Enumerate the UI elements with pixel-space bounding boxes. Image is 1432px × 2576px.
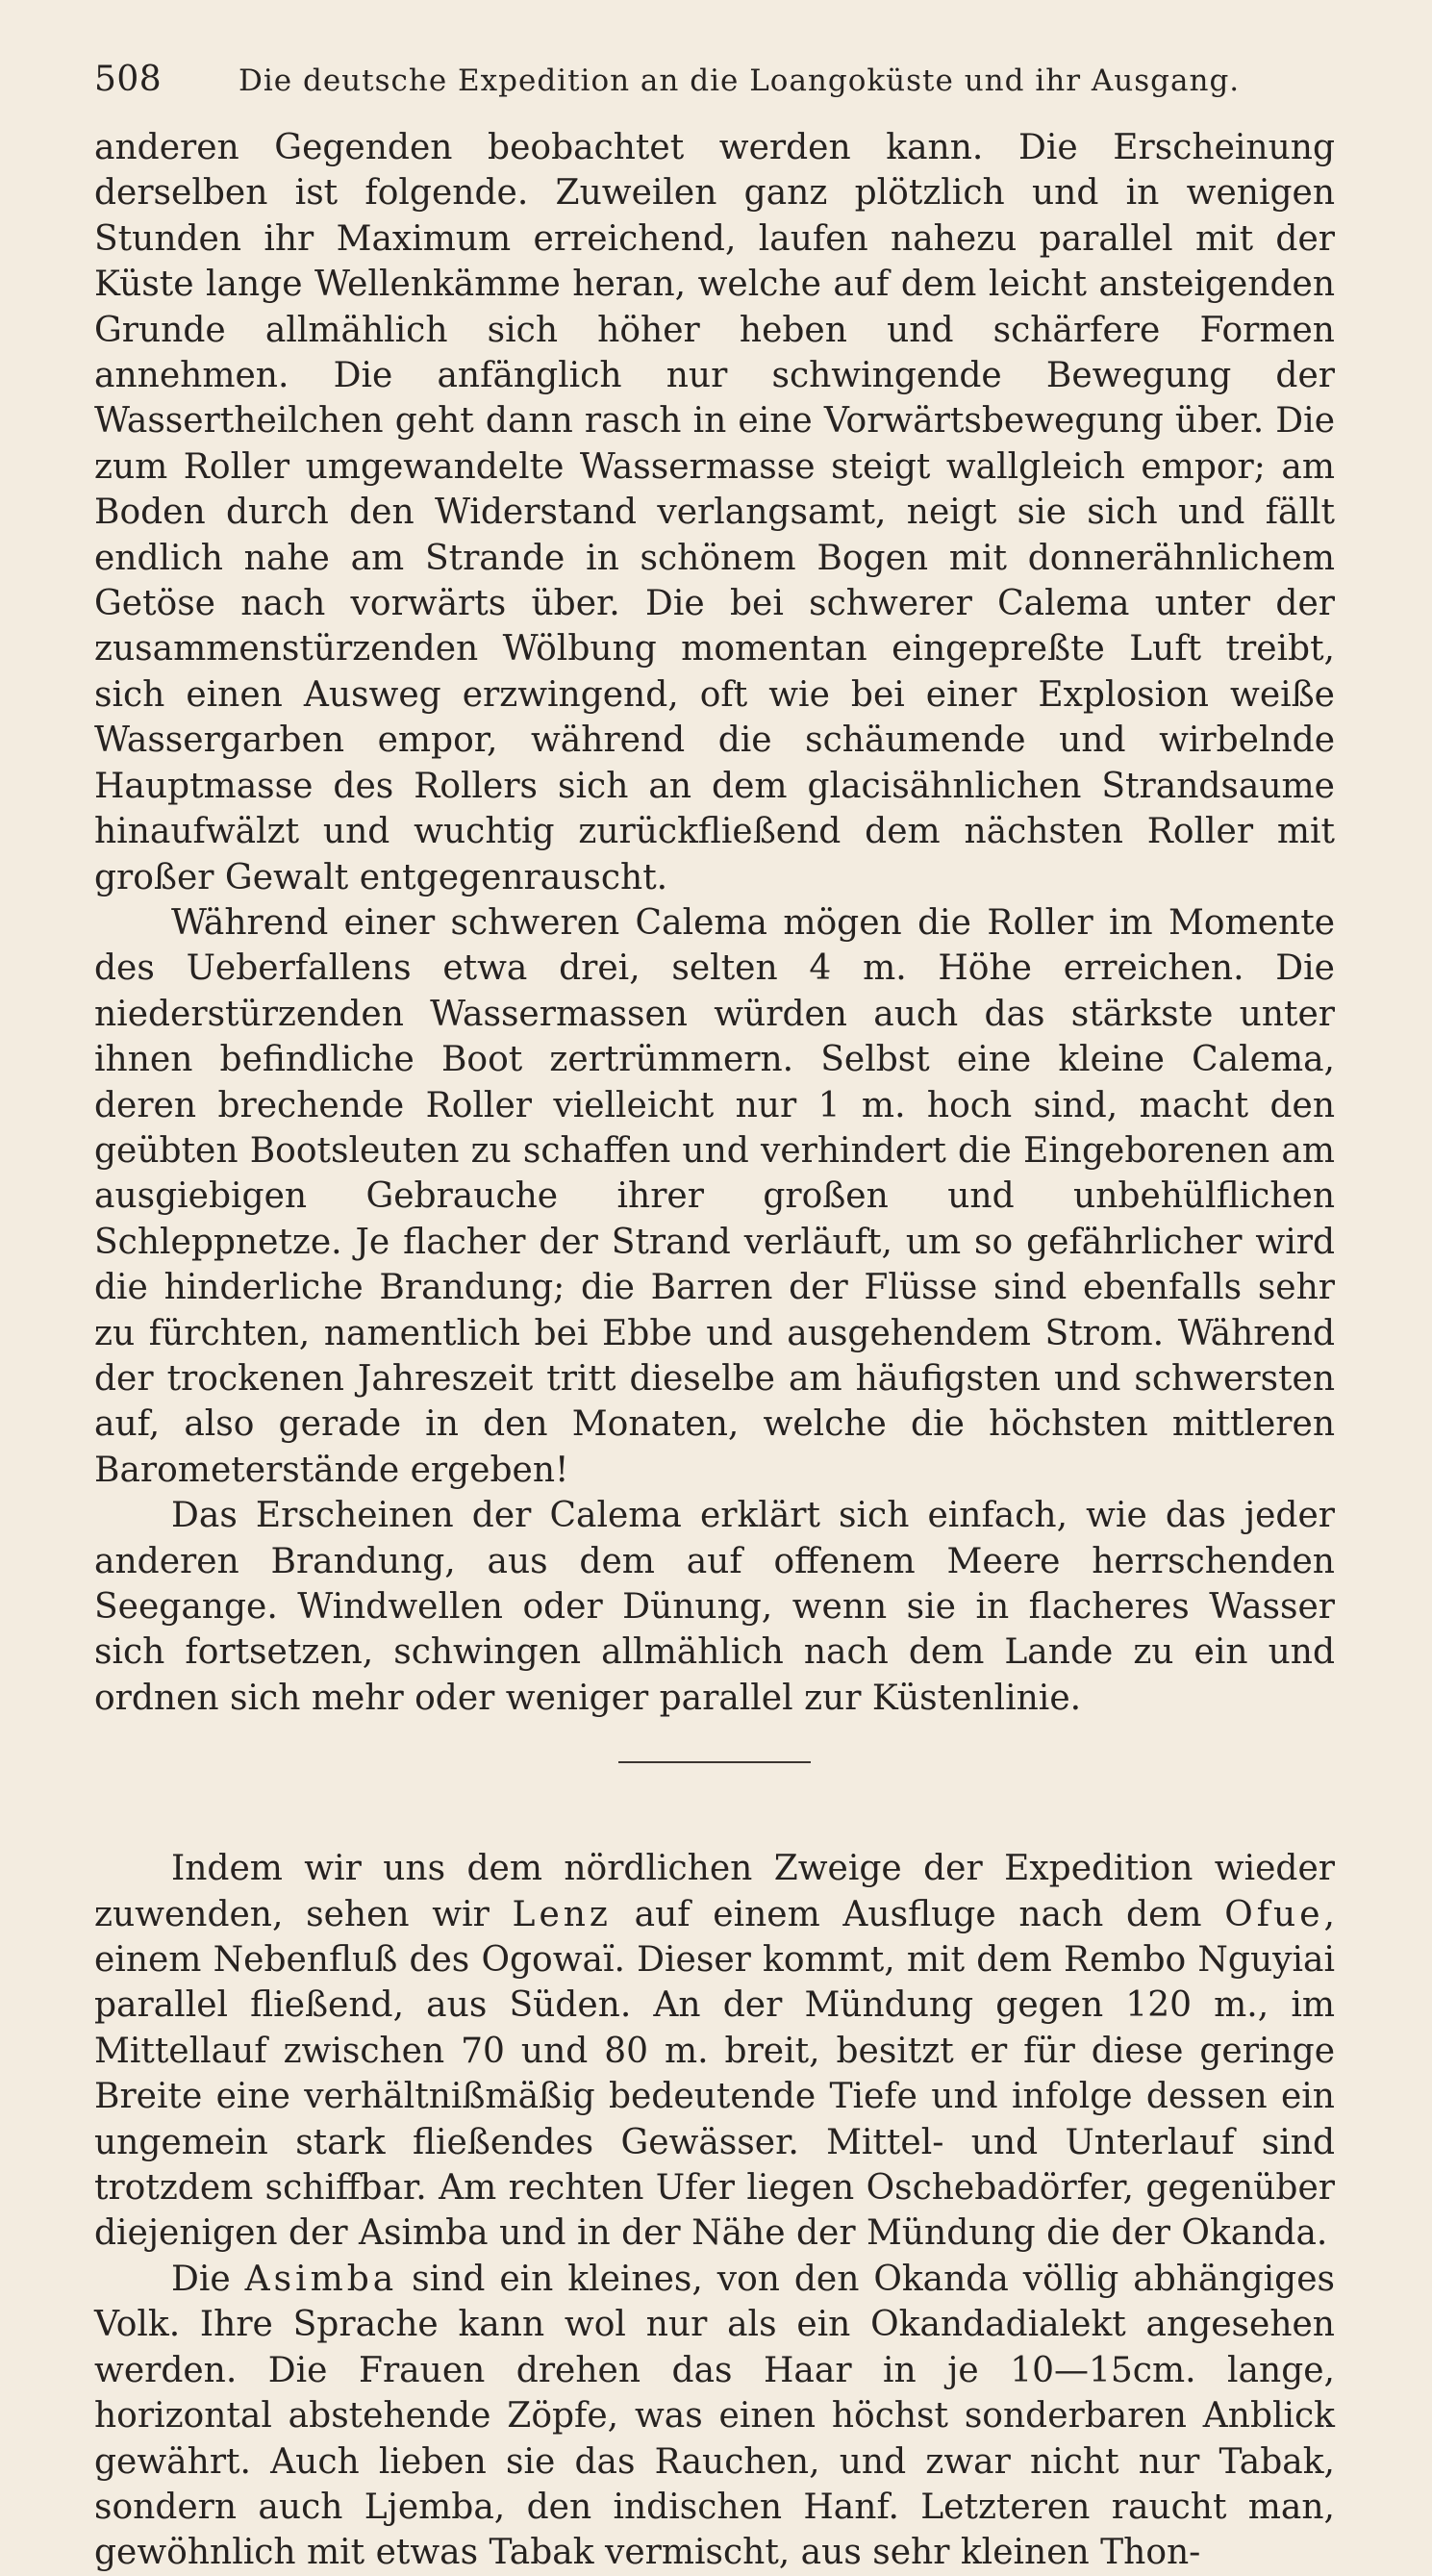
page-body (94, 125, 1335, 2576)
paragraph-lenz-excursion (94, 1846, 1335, 2257)
lenz-text-middle: auf einem Ausfluge nach dem (611, 1894, 1225, 1934)
paragraph-asimba-people (94, 2257, 1335, 2576)
running-title: Die deutsche Expedition an die Loangoküste und ihr Ausgang. (239, 63, 1241, 98)
book-page (94, 60, 1335, 2573)
ofue-river-name: Ofue (1224, 1894, 1324, 1934)
paragraph-calema-description: anderen Gegenden beobachtet werden kann. Die Erscheinung derselben ist folgende. Zuweilen ganz plötzlich und in wenigen Stunden ihr Maximum erreichend, laufen nahezu parallel mit der Küste lange Wellenkämme heran, welche auf dem leicht ansteigenden Grunde allmählich sich höher heben und schärfere Formen annehmen. Die anfänglich nur schwingende Bewegung der Wassertheilchen geht dann rasch in eine Vorwärtsbewegung über. Die zum Roller umgewandelte Wassermasse steigt wallgleich empor; am Boden durch den Widerstand verlangsamt, neigt sie sich und fällt endlich nahe am Strande in schönem Bogen mit donnerähnlichem Getöse nach vorwärts über. Die bei schwerer Calema unter der zusammenstürzenden Wölbung momentan eingepreßte Luft treibt, sich einen Ausweg erzwingend, oft wie bei einer Explosion weiße Wassergarben empor, während die schäumende und wirbelnde Hauptmasse des Rollers sich an dem glacisähnlichen Strandsaume hinaufwälzt und wuchtig zurückfließend dem nächsten Roller mit großer Gewalt entgegenrauscht. (94, 128, 1335, 897)
lenz-text-after: , einem Nebenfluß des Ogowaï. Dieser kommt, mit dem Rembo Nguyiai parallel fließend, aus Süden. An der Mündung gegen 120 m., im Mittellauf zwischen 70 und 80 m. breit, besitzt er für diese geringe Breite eine verhältnißmäßig bedeutende Tiefe und infolge dessen ein ungemein stark fließendes Gewässer. Mittel- und Unterlauf sind trotzdem schiffbar. Am rechten Ufer liegen Oschebadörfer, gegenüber diejenigen der Asimba und in der Nähe der Mündung die der Okanda. (94, 1894, 1335, 2254)
asimba-text-after: sind ein kleines, von den Okanda völlig abhängiges Volk. Ihre Sprache kann wol nur als ein Okandadialekt angesehen werden. Die Frauen drehen das Haar in je 10—15cm. lange, horizontal abstehende Zöpfe, was einen höchst sonderbaren Anblick gewährt. Auch lieben sie das Rauchen, und zwar nicht nur Tabak, sondern auch Ljemba, den indischen Hanf. Letzteren raucht man, gewöhnlich mit etwas Tabak vermischt, aus sehr kleinen Thon- (94, 2259, 1335, 2573)
section-divider (618, 1761, 811, 1763)
lenz-text-before: Indem wir uns dem nördlichen Zweige der Expedition wieder zuwenden, sehen wir (94, 1849, 1335, 1934)
paragraph-calema-heights: Während einer schweren Calema mögen die Roller im Momente des Ueberfallens etwa drei, selten 4 m. Höhe erreichen. Die niederstürzenden Wassermassen würden auch das stärkste unter ihnen befindliche Boot zertrümmern. Selbst eine kleine Calema, deren brechende Roller vielleicht nur 1 m. hoch sind, macht den geübten Bootsleuten zu schaffen und verhindert die Eingeborenen am ausgiebigen Gebrauche ihrer großen und unbehülflichen Schleppnetze. Je flacher der Strand verläuft, um so gefährlicher wird die hinderliche Brandung; die Barren der Flüsse sind ebenfalls sehr zu fürchten, namentlich bei Ebbe und ausgehendem Strom. Während der trockenen Jahreszeit tritt dieselbe am häufigsten und schwersten auf, also gerade in den Monaten, welche die höchsten mittleren Barometerstände ergeben! (94, 902, 1335, 1490)
paragraph-calema-origin: Das Erscheinen der Calema erklärt sich einfach, wie das jeder anderen Brandung, aus dem auf offenem Meere herrschenden Seegange. Windwellen oder Dünung, wenn sie in flacheres Wasser sich fortsetzen, schwingen allmählich nach dem Lande zu ein und ordnen sich mehr oder weniger parallel zur Küstenlinie. (94, 1496, 1335, 1718)
page-number: 508 (94, 60, 163, 99)
asimba-name: Asimba (244, 2259, 398, 2299)
asimba-text-before: Die (171, 2259, 245, 2299)
lenz-name: Lenz (512, 1894, 612, 1934)
page-header (94, 60, 1335, 115)
